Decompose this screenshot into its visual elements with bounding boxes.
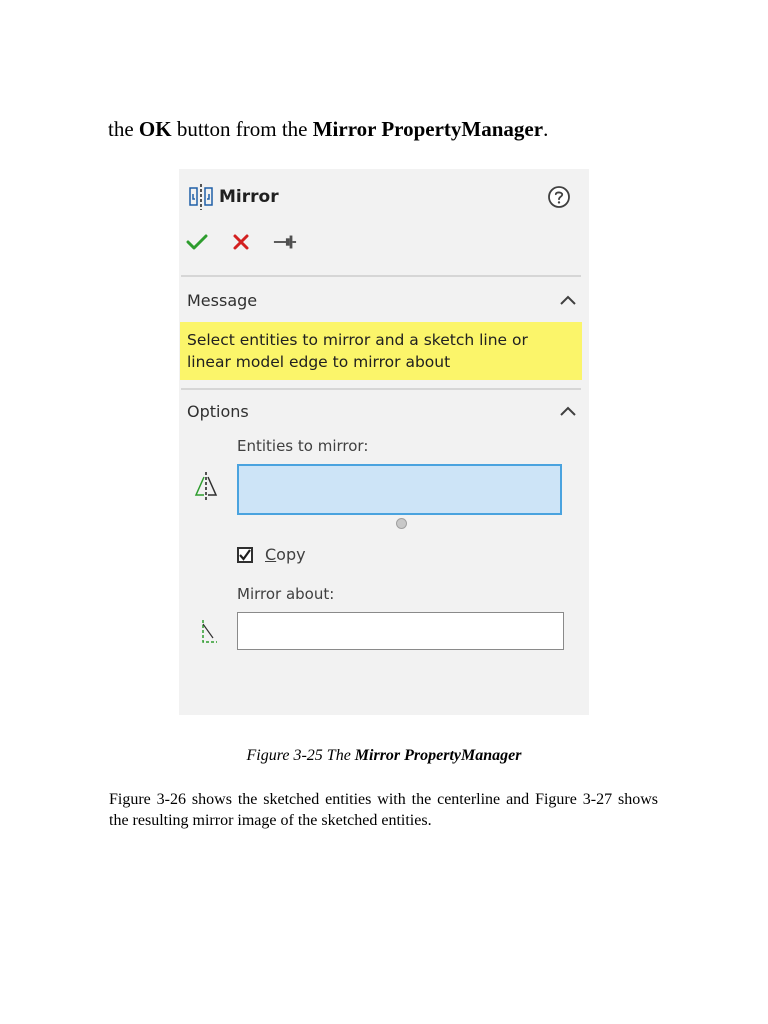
chevron-up-icon[interactable] xyxy=(559,405,577,417)
caption-bold: Mirror PropertyManager xyxy=(354,747,522,764)
chevron-up-icon[interactable] xyxy=(559,294,577,306)
ok-button[interactable] xyxy=(185,231,209,253)
copy-label-mnemonic: C xyxy=(265,545,277,564)
pm-header xyxy=(187,184,279,210)
mirror-about-icon xyxy=(199,616,221,646)
intro-ok: OK xyxy=(138,117,172,141)
entities-mirror-icon xyxy=(193,471,219,501)
entities-to-mirror-label: Entities to mirror: xyxy=(237,437,369,455)
pushpin-icon xyxy=(273,233,297,251)
options-section-title: Options xyxy=(187,402,249,421)
pm-action-bar xyxy=(185,231,317,253)
message-box xyxy=(180,322,582,380)
copy-label xyxy=(265,545,306,564)
pm-title: Mirror xyxy=(219,187,279,207)
divider xyxy=(181,275,581,277)
copy-checkbox[interactable] xyxy=(237,547,253,563)
help-icon[interactable] xyxy=(547,185,571,209)
caption-prefix: Figure 3-25 The xyxy=(246,747,355,764)
intro-pm-name: Mirror PropertyManager xyxy=(312,117,544,141)
message-section-title: Message xyxy=(187,291,258,310)
intro-prefix: the xyxy=(108,117,139,141)
x-icon xyxy=(232,233,250,251)
mirror-property-manager xyxy=(179,169,589,715)
intro-suffix: . xyxy=(543,117,549,141)
checkmark-icon xyxy=(186,233,208,251)
body-paragraph: Figure 3-26 shows the sketched entities with the centerline and Figure 3-27 shows the resulting mirror image of the sketched entities. xyxy=(109,791,658,829)
figure-caption xyxy=(0,747,768,765)
pin-button[interactable] xyxy=(273,231,297,253)
intro-middle: button from the xyxy=(171,117,313,141)
mirror-about-label: Mirror about: xyxy=(237,585,335,603)
mirror-about-field[interactable] xyxy=(237,612,564,650)
cancel-button[interactable] xyxy=(229,231,253,253)
entities-to-mirror-field[interactable] xyxy=(237,464,562,515)
message-text: Select entities to mirror and a sketch line or linear model edge to mirror about xyxy=(187,331,528,371)
divider xyxy=(181,388,581,390)
resize-handle[interactable] xyxy=(396,518,407,529)
intro-sentence xyxy=(108,117,548,142)
copy-checkbox-row[interactable] xyxy=(237,545,306,564)
copy-label-rest: opy xyxy=(276,545,306,564)
checkmark-icon xyxy=(239,549,251,561)
mirror-icon xyxy=(187,184,215,210)
